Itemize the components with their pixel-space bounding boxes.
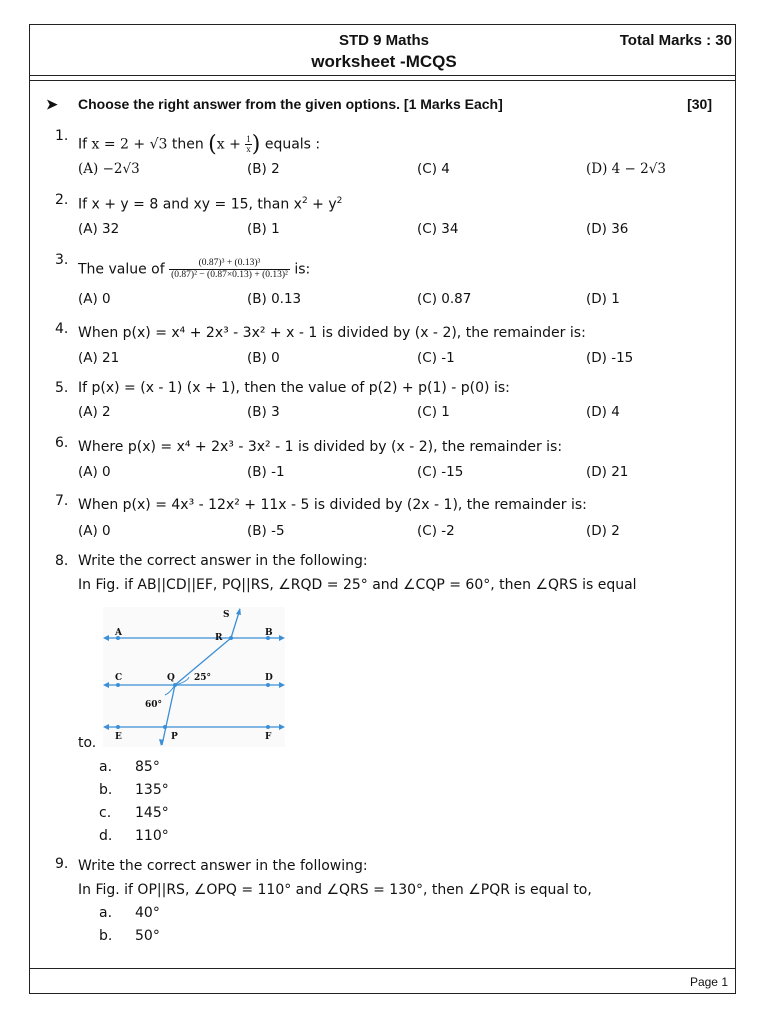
label-f: F [265,732,272,742]
label-s: S [223,610,230,620]
question-number: 3. [55,252,69,268]
option-a[interactable]: (A) −2√3 [78,161,140,177]
option-c[interactable]: (C) -1 [417,350,455,366]
option-a[interactable]: (A) 32 [78,221,120,237]
option-d[interactable]: (D) 4 [586,404,620,420]
question-number: 1. [55,128,69,144]
header-divider [29,75,736,76]
header-divider-double [29,80,736,81]
option-b[interactable]: (B) 2 [247,161,280,177]
parallel-lines-figure [103,607,285,747]
arrow-bullet-icon: ➤ [46,96,58,112]
question-text-line2: In Fig. if OP||RS, ∠OPQ = 110° and ∠QRS = 130°, then ∠PQR is equal to, [78,882,592,898]
label-q: Q [167,673,175,683]
option-a[interactable]: (A) 0 [78,523,111,539]
option-c[interactable]: (C) 34 [417,221,459,237]
question-text: Where p(x) = x⁴ + 2x³ - 3x² - 1 is divided by (x - 2), the remainder is: [78,439,563,455]
question-text: The value of $\frac{\text{(0.87)³ + (0.13)³}}{\text{(0.87)² − (0.87×0.13) + (0.13)²}}$ is: [78,258,311,280]
option-b[interactable]: (B) 0 [247,350,280,366]
instruction-text: Choose the right answer from the given options. [1 Marks Each] [78,96,503,112]
total-marks: Total Marks : 30 [619,32,732,49]
question-text: If p(x) = (x - 1) (x + 1), then the value of p(2) + p(1) - p(0) is: [78,380,510,396]
footer-divider [29,968,736,969]
question-text: If x = 2 + √3 then (x + $\frac{1}{x}$) equals : [78,132,321,157]
page-number: Page 1 [689,975,728,989]
class-label: STD 9 Maths [338,32,429,49]
question-text: Write the correct answer in the following: [78,858,368,874]
label-p: P [171,732,178,742]
label-25: 25° [194,673,212,683]
option-d[interactable]: (D) -15 [586,350,634,366]
option-d[interactable]: (D) 2 [586,523,620,539]
question-number: 8. [55,553,69,569]
label-c: C [115,673,123,683]
question-text: When p(x) = 4x³ - 12x² + 11x - 5 is divided by (2x - 1), the remainder is: [78,497,587,513]
label-b: B [265,628,273,638]
option-b[interactable]: (B) 3 [247,404,280,420]
question-text: If x + y = 8 and xy = 15, than $x^2 + y^2$ [78,196,343,213]
instruction [46,96,712,113]
option-c[interactable]: (C) 4 [417,161,450,177]
question-text: When p(x) = x⁴ + 2x³ - 3x² + x - 1 is divided by (x - 2), the remainder is: [78,325,586,341]
question-number: 7. [55,493,69,509]
option-a[interactable]: (A) 21 [78,350,120,366]
label-d: D [265,673,273,683]
option-d[interactable]: (D) 4 − 2√3 [586,161,666,177]
question-number: 2. [55,192,69,208]
option-c[interactable]: (C) -2 [417,523,455,539]
option-d[interactable]: (D) 21 [586,464,629,480]
option-c[interactable]: (C) 1 [417,404,450,420]
question-number: 5. [55,380,69,396]
option-b[interactable]: (B) -5 [247,523,285,539]
option-d[interactable]: (D) 1 [586,291,620,307]
option-a[interactable]: (A) 0 [78,291,111,307]
option-c[interactable]: (C) -15 [417,464,464,480]
option-a[interactable]: (A) 2 [78,404,111,420]
option-c[interactable]: (C) 0.87 [417,291,472,307]
label-r: R [215,633,223,643]
question-number: 6. [55,435,69,451]
label-a: A [115,628,122,638]
worksheet-title: worksheet -MCQS [311,52,457,71]
instruction-marks: [30] [687,96,712,112]
label-60: 60° [145,700,163,710]
question-text-line2: In Fig. if AB||CD||EF, PQ||RS, ∠RQD = 25° and ∠CQP = 60°, then ∠QRS is equal [78,577,637,593]
option-b[interactable]: (B) 0.13 [247,291,302,307]
option-a[interactable]: (A) 0 [78,464,111,480]
option-d[interactable]: (D) 36 [586,221,629,237]
option-b[interactable]: (B) -1 [247,464,285,480]
label-e: E [115,732,122,742]
fraction: $\frac{\text{(0.87)³ + (0.13)³}}{\text{(0.87)² − (0.87×0.13) + (0.13)²}}$ [171,258,288,280]
question-text-line3: to. [78,735,97,751]
question-number: 9. [55,856,69,872]
question-text: Write the correct answer in the following: [78,553,368,569]
question-number: 4. [55,321,69,337]
option-b[interactable]: (B) 1 [247,221,280,237]
